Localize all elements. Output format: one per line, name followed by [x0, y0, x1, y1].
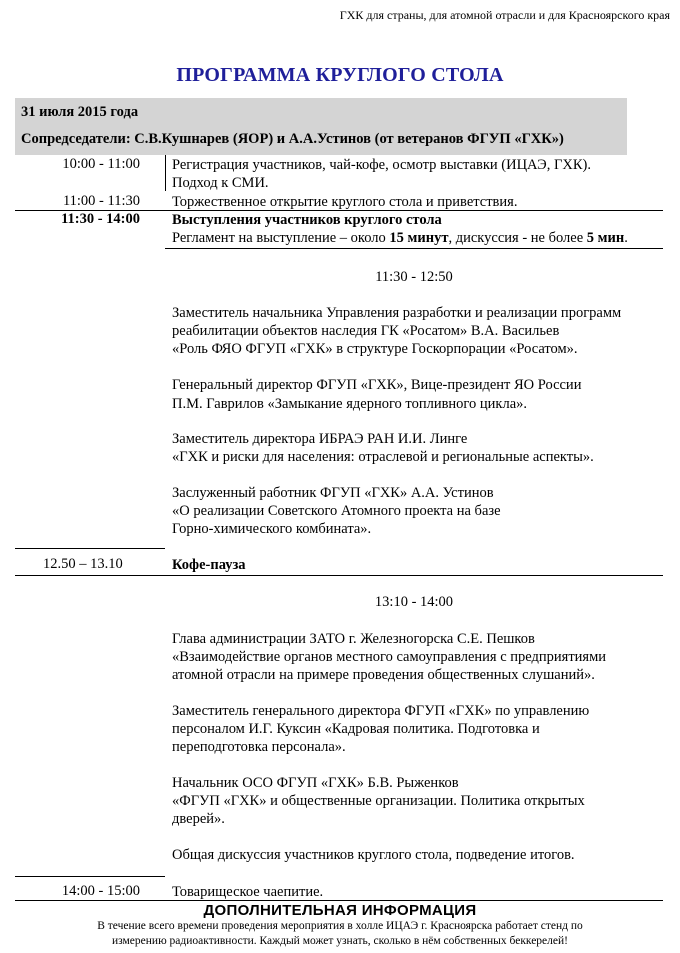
talk-line: Общая дискуссия участников круглого стола, подведение итогов. [172, 847, 575, 863]
schedule-time: 12.50 – 13.10 [43, 556, 123, 572]
column-divider [165, 155, 166, 191]
schedule-text: Подход к СМИ. [172, 175, 269, 191]
row-separator [15, 900, 663, 901]
talk-line: «ГХК и риски для населения: отраслевой и региональные аспекты». [172, 449, 594, 465]
talk-line: персоналом И.Г. Куксин «Кадровая политика. Подготовка и [172, 721, 540, 737]
cochairs: Сопредседатели: С.В.Кушнарев (ЯОР) и А.А.Устинов (от ветеранов ФГУП «ГХК») [21, 131, 564, 147]
talk-line: «Роль ФЯО ФГУП «ГХК» в структуре Госкорпорации «Росатом». [172, 341, 578, 357]
talk-line: Заместитель генерального директора ФГУП «ГХК» по управлению [172, 703, 590, 719]
schedule-time: 14:00 - 15:00 [61, 883, 140, 899]
schedule-time: 10:00 - 11:00 [62, 156, 140, 172]
row-separator [15, 876, 165, 877]
footer-text: В течение всего времени проведения мероприятия в холле ИЦАЭ г. Красноярска работает стенд по [97, 920, 583, 932]
talk-line: Генеральный директор ФГУП «ГХК», Вице-президент ЯО России [172, 377, 582, 393]
talk-line: «Взаимодействие органов местного самоуправления с предприятиями [172, 649, 607, 665]
page-title: ПРОГРАММА КРУГЛОГО СТОЛА [176, 64, 504, 86]
tea-party: Товарищеское чаепитие. [172, 884, 324, 900]
talk-line: Заместитель директора ИБРАЭ РАН И.И. Линге [172, 431, 468, 447]
event-date: 31 июля 2015 года [21, 104, 139, 120]
talk-line: «ФГУП «ГХК» и общественные организации. Политика открытых [172, 793, 585, 809]
footer-title: ДОПОЛНИТЕЛЬНАЯ ИНФОРМАЦИЯ [203, 902, 477, 919]
talk-line: П.М. Гаврилов «Замыкание ядерного топливного цикла». [172, 396, 528, 412]
schedule-time: 11:00 - 11:30 [62, 193, 140, 209]
talk-line: реабилитации объектов наследия ГК «Росатом» В.А. Васильев [172, 323, 560, 339]
talk-line: переподготовка персонала». [172, 739, 346, 755]
talk-line: «О реализации Советского Атомного проекта на базе [172, 503, 501, 519]
row-separator [165, 248, 663, 249]
talk-line: дверей». [172, 811, 225, 827]
talk-line: Горно-химического комбината». [172, 521, 372, 537]
speeches-title: Выступления участников круглого стола [172, 212, 442, 228]
talk-line: атомной отрасли на примере проведения общественных слушаний». [172, 667, 595, 683]
session-time: 11:30 - 12:50 [375, 269, 453, 285]
schedule-text: Регистрация участников, чай-кофе, осмотр выставки (ИЦАЭ, ГХК). [172, 157, 591, 173]
talk-line: Начальник ОСО ФГУП «ГХК» Б.В. Рыженков [172, 775, 459, 791]
footer-text: измерению радиоактивности. Каждый может узнать, сколько в нём собственных беккерелей! [112, 935, 568, 947]
row-separator [15, 575, 663, 576]
talk-line: Заместитель начальника Управления разработки и реализации программ [172, 305, 622, 321]
session-time: 13:10 - 14:00 [374, 594, 454, 610]
coffee-break: Кофе-пауза [172, 557, 246, 573]
schedule-time: 11:30 - 14:00 [61, 211, 140, 227]
talk-line: Заслуженный работник ФГУП «ГХК» А.А. Устинов [172, 485, 494, 501]
speech-regulation: Регламент на выступление – около 15 минут, дискуссия - не более 5 мин. [172, 230, 628, 246]
row-separator [15, 548, 165, 549]
header-note: ГХК для страны, для атомной отрасли и для Красноярского края [339, 8, 670, 22]
talk-line: Глава администрации ЗАТО г. Железногорска С.Е. Пешков [172, 631, 535, 647]
schedule-text: Торжественное открытие круглого стола и приветствия. [172, 194, 518, 210]
